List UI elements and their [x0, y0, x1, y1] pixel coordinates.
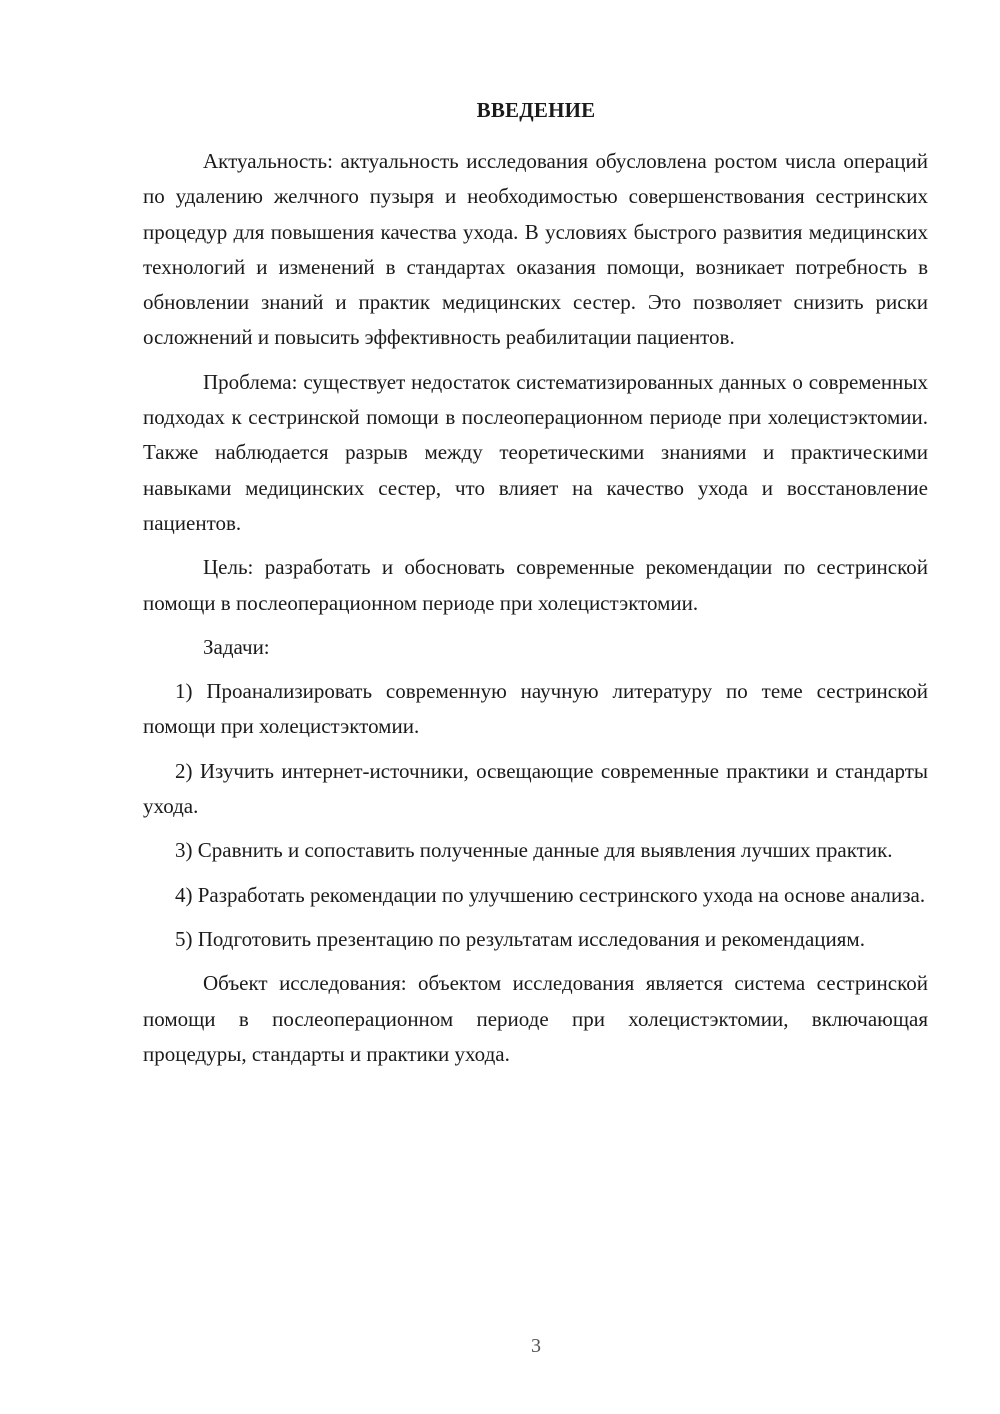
- page-title: ВВЕДЕНИЕ: [476, 98, 596, 122]
- task-item: 2) Изучить интернет-источники, освещающие современные практики и стандарты ухода.: [143, 758, 928, 819]
- object-paragraph: Объект исследования: объектом исследования является система сестринской помощи в послеоперационном периоде при холецистэктомии, включающая процедуры, стандарты и практики ухода.: [143, 971, 928, 1066]
- task-item: 4) Разработать рекомендации по улучшению сестринского ухода на основе анализа.: [175, 882, 926, 907]
- page-number: 3: [531, 1335, 541, 1357]
- task-item: 5) Подготовить презентацию по результатам исследования и рекомендациям.: [175, 926, 865, 951]
- relevance-paragraph: Актуальность: актуальность исследования обусловлена ростом числа операций по удалению желчного пузыря и необходимостью совершенствования сестринских процедур для повышения качества ухода. В условиях быстрого развития медицинских технологий и изменений в стандартах оказания помощи, возникает потребность в обновлении знаний и практик медицинских сестер. Это позволяет снизить риски осложнений и повысить эффективность реабилитации пациентов.: [143, 149, 928, 350]
- body-text: [143, 144, 928, 1072]
- tasks-heading: Задачи:: [203, 634, 270, 659]
- problem-paragraph: Проблема: существует недостаток систематизированных данных о современных подходах к сестринской помощи в послеоперационном периоде при холецистэктомии. Также наблюдается разрыв между теоретическими знаниями и практическими навыками медицинских сестер, что влияет на качество ухода и восстановление пациентов.: [143, 369, 928, 535]
- goal-paragraph: Цель: разработать и обосновать современные рекомендации по сестринской помощи в послеоперационном периоде при холецистэктомии.: [143, 555, 928, 615]
- task-item: 3) Сравнить и сопоставить полученные данные для выявления лучших практик.: [175, 838, 893, 863]
- task-item: 1) Проанализировать современную научную литературу по теме сестринской помощи при холецистэктомии.: [143, 679, 928, 739]
